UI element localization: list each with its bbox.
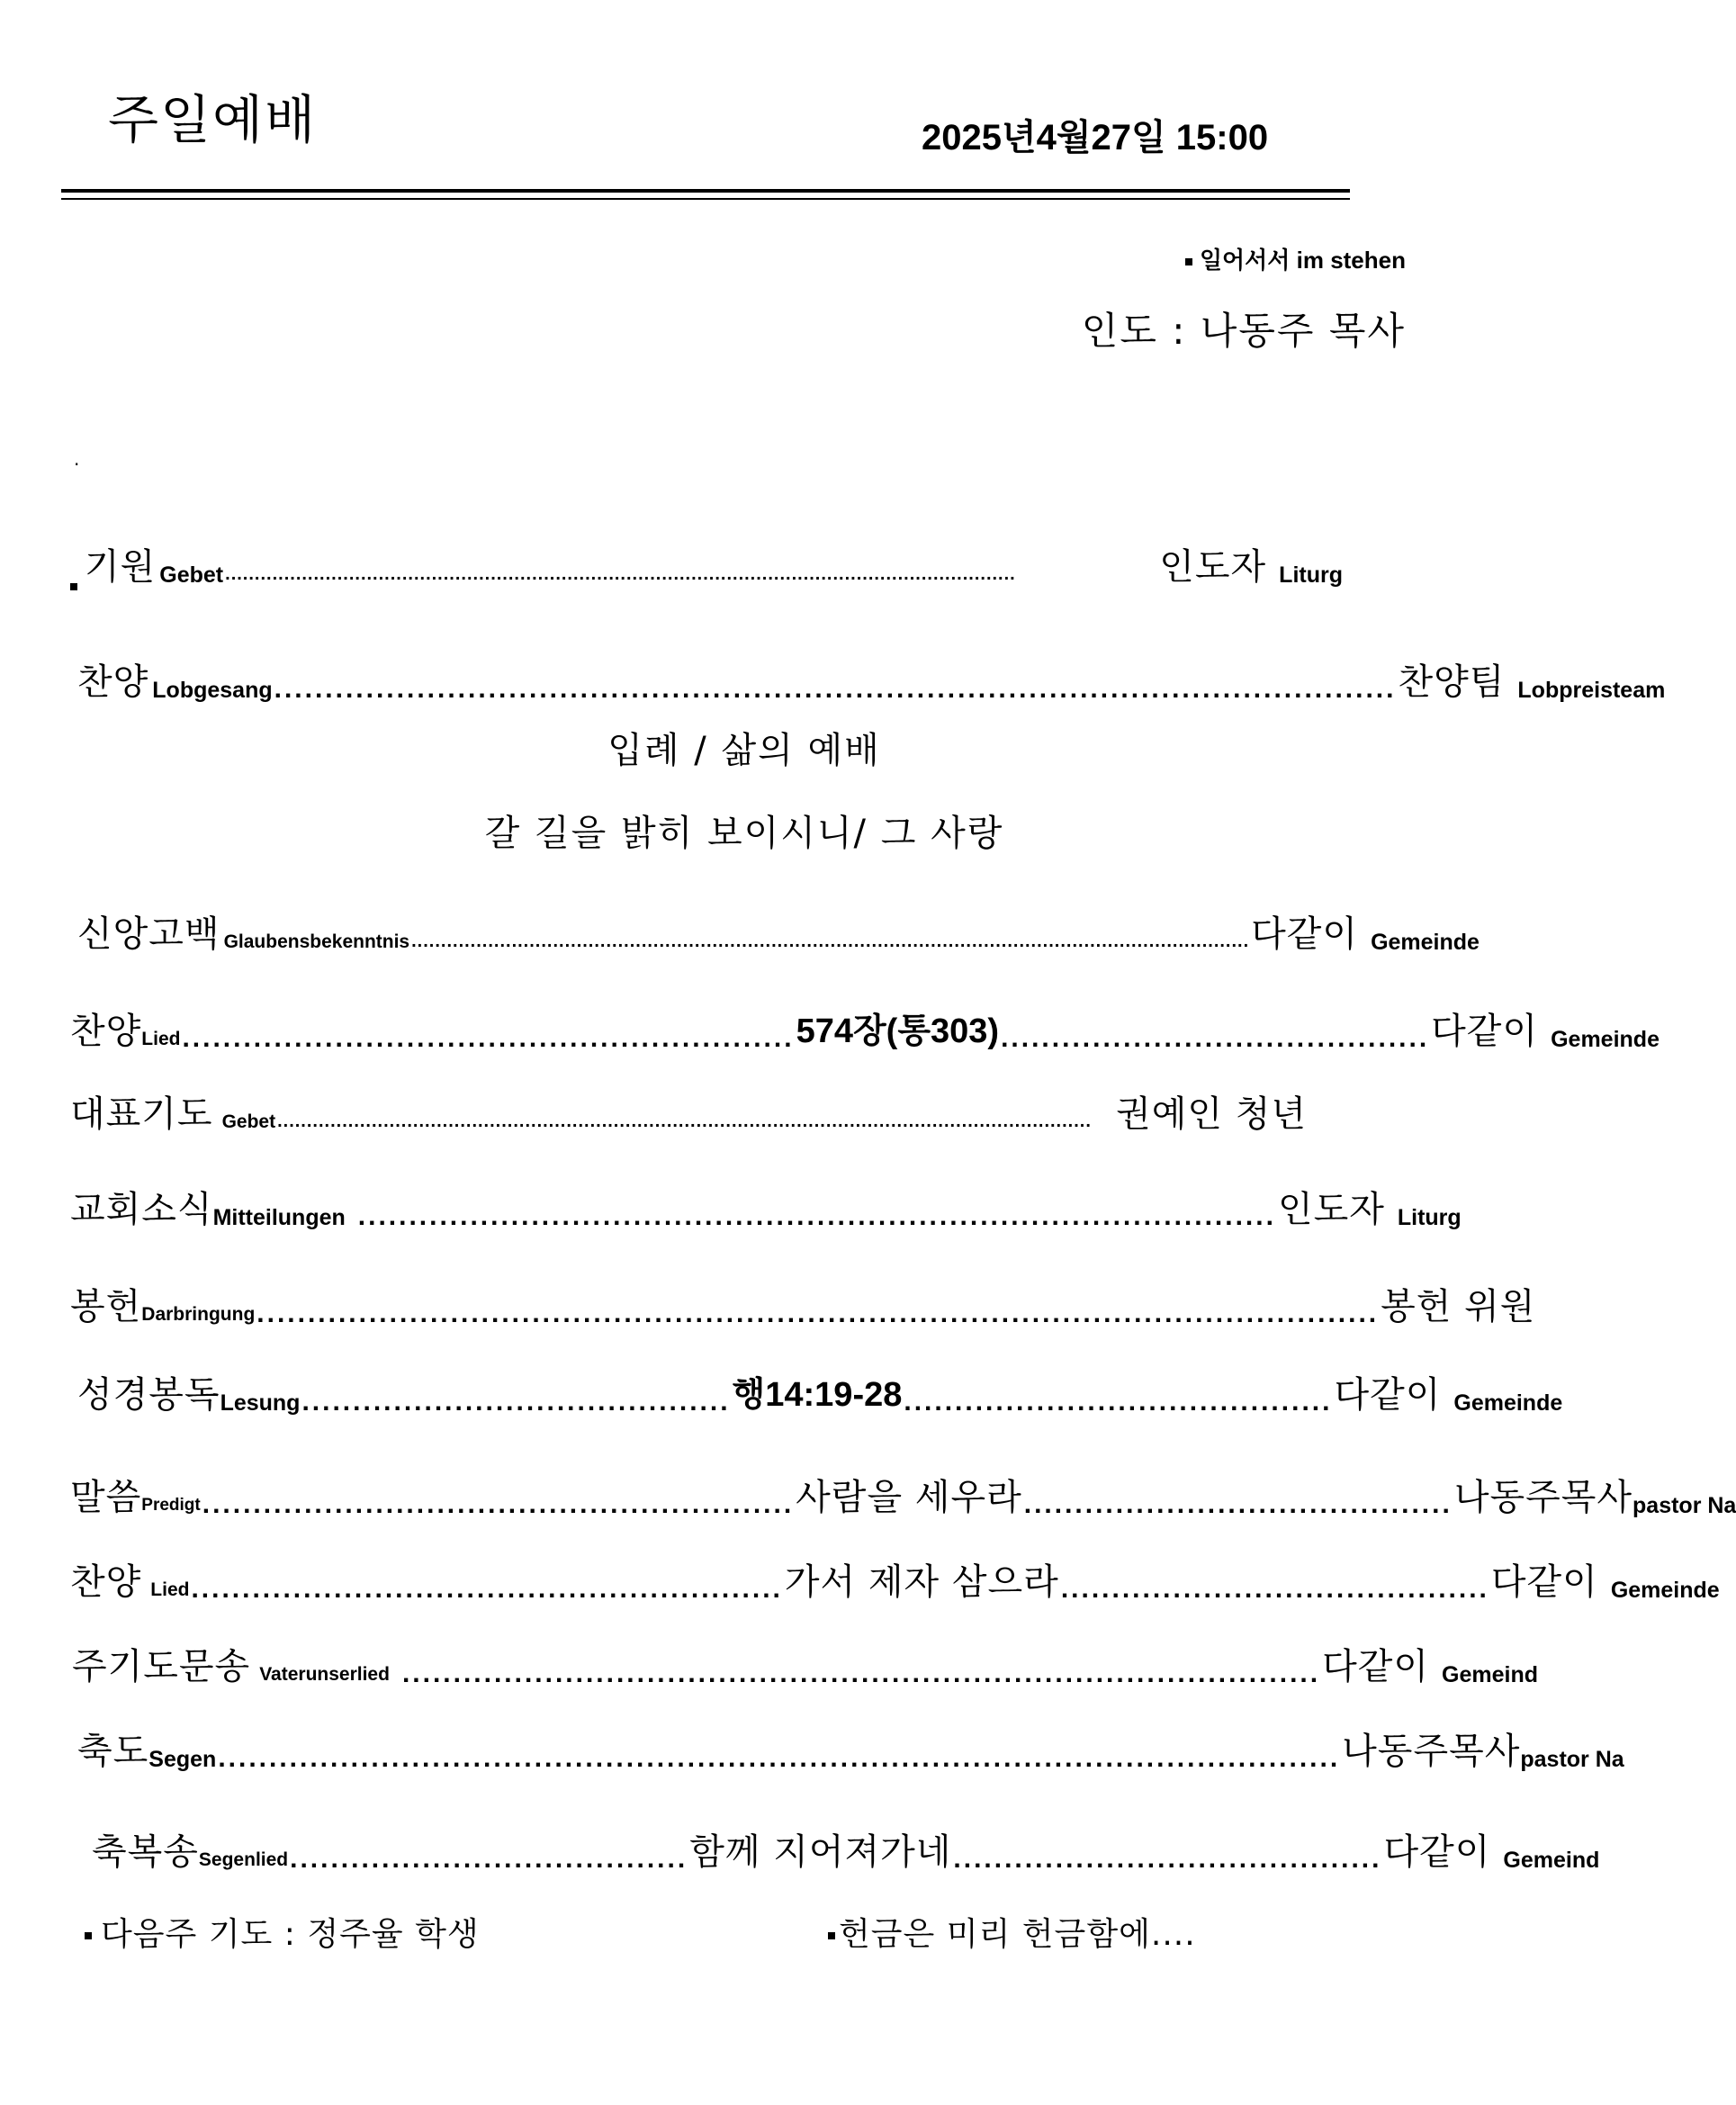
item-who-de: pastor Na [1633,1493,1736,1518]
order-item-scripture-reading [70,1359,1563,1418]
order-item-hymn [70,995,1660,1055]
dot-leader: ...................................................................................................................................... [225,564,1016,584]
item-title-de: Lesung [220,1390,301,1416]
item-title-de: Gebet [159,562,224,588]
item-title-de: Lobgesang [152,678,273,703]
order-item-invocation [70,531,1406,590]
item-who-ko: 나동주목사 [1342,1731,1521,1772]
item-who-de: pastor Na [1520,1747,1624,1772]
item-title-de: Gebet [221,1111,276,1132]
item-title-ko: 교회소식 [70,1189,213,1230]
item-detail: 행14:19-28 [732,1376,903,1414]
item-who-ko: 다같이 [1383,1831,1491,1873]
service-leader: 인도 : 나동주 목사 [1081,309,1406,353]
item-title-ko: 축복송 [92,1831,199,1873]
item-who-ko: 권예인 청년 [1116,1093,1307,1135]
header-rule [61,189,1350,193]
item-title-de: Lied [150,1579,190,1600]
stray-mark: . [74,448,80,470]
next-week-prayer [85,1913,480,1957]
item-who-ko: 찬양팀 [1398,661,1506,703]
item-detail: 함께 지어져가네 [689,1831,952,1873]
bullet-icon [1185,258,1192,265]
order-item-sermon [70,1462,1736,1521]
item-who-de: Liturg [1397,1205,1462,1230]
item-who-ko: 다같이 [1251,913,1359,955]
order-item-creed [70,898,1480,958]
bullet-icon [70,583,77,590]
item-who-de: Liturg [1279,562,1343,588]
item-who-de: Gemeinde [1551,1027,1660,1052]
dot-leader: ............................................................ [182,1023,795,1053]
order-item-benediction [70,1715,1624,1775]
dot-leader: .............................................................................................................. [218,1743,1341,1773]
dot-leader: .......................................................................................................................................... [277,1111,1092,1131]
dot-leader: .......................................................................................... [401,1659,1321,1688]
item-who-ko: 다같이 [1490,1561,1598,1603]
section-title-hymn: 갈 길을 밝히 보이시니/ 그 사랑 [484,813,1004,854]
standing-note-text: 일어서서 im stehen [1199,247,1406,274]
bullet-icon [828,1932,835,1939]
item-title-ko: 대표기도 [70,1093,213,1135]
item-title-ko: 주기도문송 [72,1646,251,1687]
standing-note [1185,245,1406,275]
dot-leader: .......................................... [1023,1489,1453,1519]
item-who-ko: 다같이 [1334,1374,1442,1416]
dot-leader: .......................................... [1001,1023,1430,1053]
item-detail: 가서 제자 삼으라 [784,1561,1059,1603]
item-who-ko: 나동주목사 [1453,1477,1633,1518]
dot-leader: .......................................................................................... [357,1201,1276,1231]
item-title-de: Segenlied [198,1849,289,1870]
item-who-de: Gemeinde [1610,1578,1720,1603]
item-detail: 사람을 세우라 [796,1477,1022,1518]
dot-leader: .......................................... [301,1387,731,1417]
offering-note-text: 헌금은 미리 헌금함에.... [839,1916,1196,1953]
item-who-de: Gemeinde [1371,930,1480,955]
order-item-blessing-song [85,1816,1600,1876]
item-who-ko: 다같이 [1322,1646,1430,1687]
order-item-offering [70,1271,1536,1330]
item-title-ko: 기원 [85,546,157,588]
item-who-ko: 다같이 [1431,1011,1539,1052]
item-detail: 574장(통303) [796,1012,1000,1050]
item-title-de: Mitteilungen [212,1205,346,1230]
item-title-ko: 봉헌 [70,1286,142,1327]
order-item-lords-prayer-song [70,1631,1538,1690]
order-item-announcements [70,1174,1462,1233]
next-week-prayer-text: 다음주 기도 : 정주율 학생 [101,1916,480,1953]
item-who-ko: 인도자 [1277,1189,1385,1230]
offering-note [828,1913,1196,1957]
item-who-de: Gemeinde [1453,1390,1563,1416]
order-item-representative-prayer [70,1078,1406,1138]
item-who-ko: 봉헌 위원 [1381,1286,1536,1327]
dot-leader: .......................................... [904,1387,1333,1417]
item-title-ko: 말씀 [70,1477,142,1518]
dot-leader: .......................................... [953,1844,1382,1874]
order-item-praise [70,646,1666,706]
item-title-de: Darbringung [141,1304,256,1325]
order-item-hymn-2 [70,1546,1720,1606]
dot-leader: .......................................................... [202,1489,795,1519]
dot-leader: .......................................... [1060,1574,1489,1604]
item-title-ko: 축도 [77,1731,149,1772]
dot-leader: .......................................................... [191,1574,783,1604]
item-title-de: Lied [141,1029,181,1049]
item-who-de: Lobpreisteam [1517,678,1666,703]
bullet-icon [85,1932,92,1939]
item-title-de: Vaterunserlied [259,1664,390,1685]
item-who-de: Gemeind [1442,1662,1538,1687]
item-title-ko: 찬양 [77,661,149,703]
item-title-ko: 신앙고백 [77,913,220,955]
item-who-ko: 인도자 [1159,546,1267,588]
service-date: 2025년4월27일 15:00 [922,118,1269,157]
section-title-entrance: 입례 / 삶의 예배 [607,730,881,771]
item-title-ko: 찬양 [70,1011,142,1052]
dot-leader: ....................................... [290,1844,688,1874]
dot-leader: .............................................................................................................. [274,674,1397,704]
item-who-de: Gemeind [1503,1848,1600,1873]
item-title-de: Segen [148,1747,217,1772]
header-rule-thin [61,198,1350,200]
dot-leader: .............................................................................................................................................. [411,931,1250,951]
item-title-ko: 성경봉독 [77,1374,220,1416]
dot-leader: .............................................................................................................. [256,1299,1380,1328]
item-title-ko: 찬양 [70,1561,142,1603]
page-title: 주일예배 [108,89,318,150]
item-title-de: Predigt [141,1496,201,1515]
item-title-de: Glaubensbekenntnis [223,931,410,952]
